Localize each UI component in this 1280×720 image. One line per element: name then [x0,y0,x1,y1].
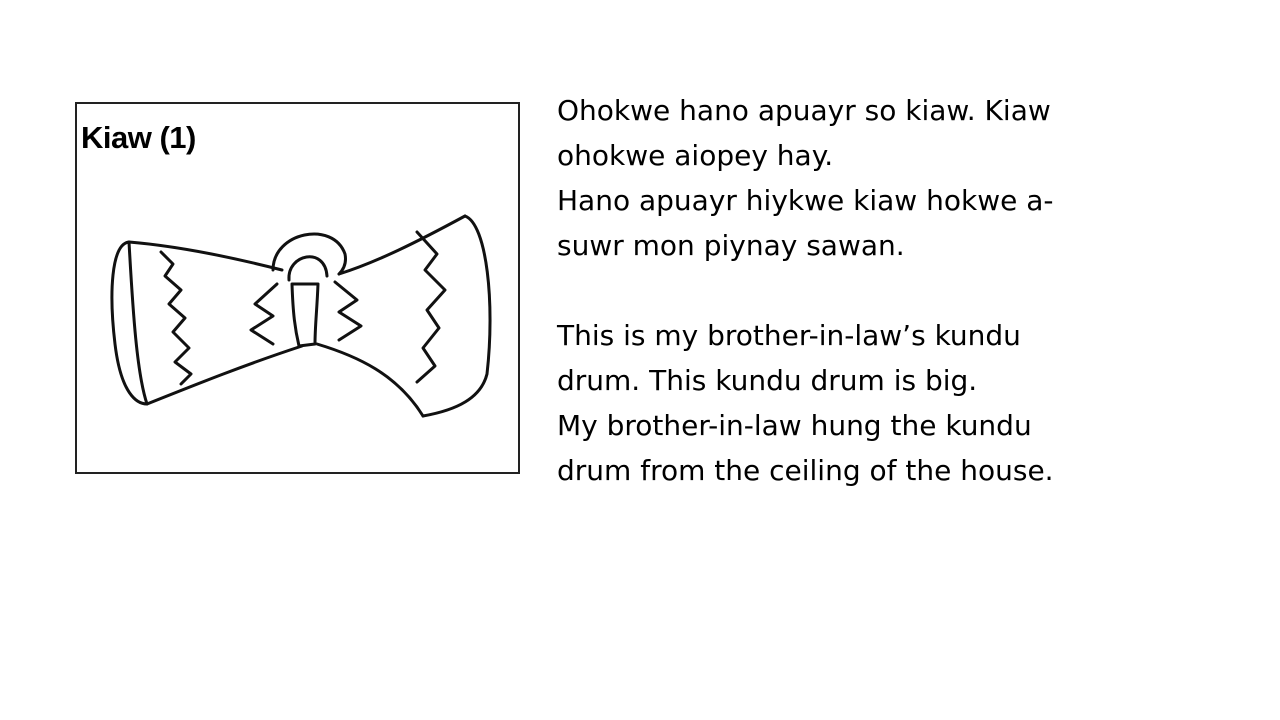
illustration-title: Kiaw (1) [81,120,196,155]
tok-line: Hano apuayr hiykwe kiaw hokwe a- [557,184,1054,217]
kundu-drum-drawing-icon [77,104,518,472]
english-line: My brother-in-law hung the kundu [557,409,1032,442]
paragraph-gap [557,268,1257,313]
english-paragraph [557,313,1257,493]
tok-line: ohokwe aiopey hay. [557,139,834,172]
text-column [557,88,1257,493]
english-line: This is my brother-in-law’s kundu [557,319,1021,352]
english-line: drum. This kundu drum is big. [557,364,978,397]
tok-line: suwr mon piynay sawan. [557,229,905,262]
tok-line: Ohokwe hano apuayr so kiaw. Kiaw [557,94,1051,127]
tok-paragraph [557,88,1257,268]
illustration-frame [75,102,520,474]
english-line: drum from the ceiling of the house. [557,454,1054,487]
